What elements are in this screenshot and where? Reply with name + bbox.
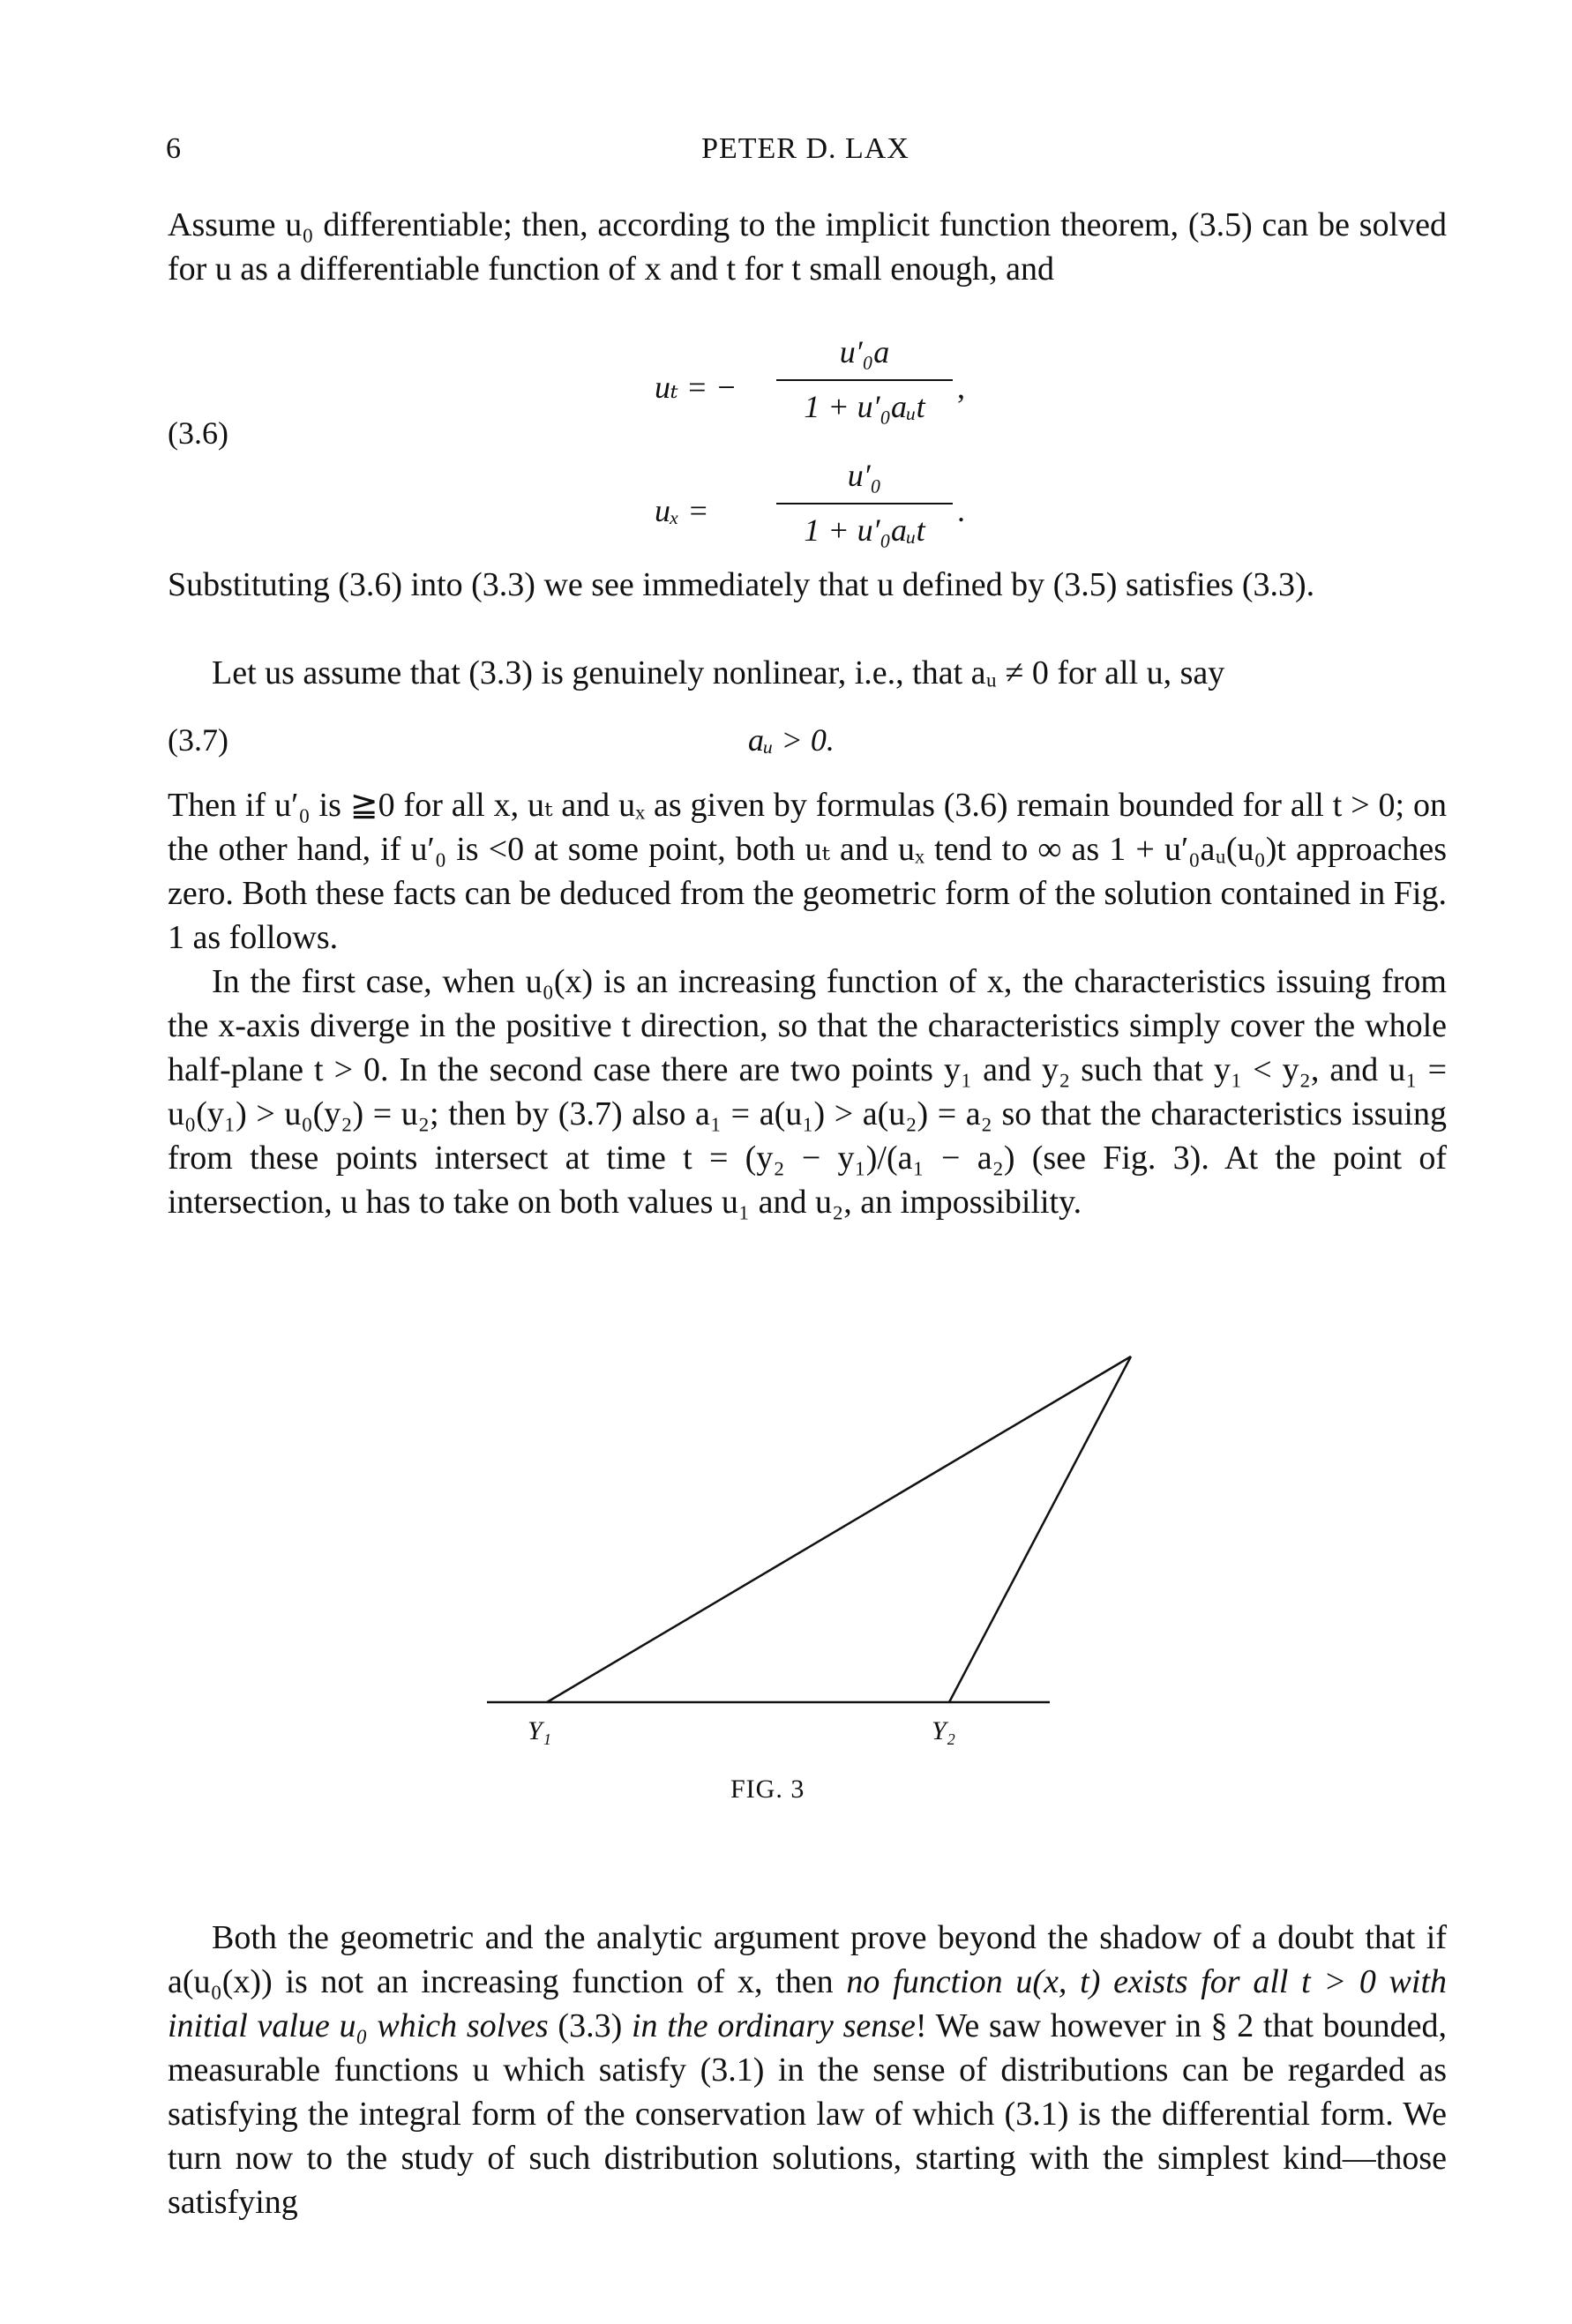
eq-a-u-positive: aᵤ > 0. [748,722,835,758]
eq-u-x-numerator: u′₀ [847,458,882,493]
eq-u-t-comma: , [957,370,965,405]
label-y1: Y₁ [528,1716,552,1745]
paragraph-distribution-solutions [168,1916,1447,2224]
paragraph-substituting: Substituting (3.6) into (3.3) we see immediately that u defined by (3.5) satisfies (3.3). [168,566,1315,603]
equation-label-3-7: (3.7) [168,722,228,758]
paragraph-genuinely-nonlinear: Let us assume that (3.3) is genuinely nonlinear, i.e., that aᵤ ≠ 0 for all u, say [212,654,1225,691]
characteristic-from-y2 [949,1356,1131,1702]
para6-text-c: (3.3) [548,2007,632,2044]
para6-emph-ordinary-sense: in the ordinary sense [631,2007,916,2044]
figure-caption: FIG. 3 [730,1775,805,1804]
label-y2: Y₂ [932,1716,956,1745]
paragraph-implicit-function: Assume u₀ differentiable; then, according to the implicit function theorem, (3.5) can be solved for u as a differentiable function of x and t for t small enough, and [168,206,1447,288]
eq-u-t-denominator: 1 + u′₀aᵤt [804,389,925,424]
page-number: 6 [166,132,181,165]
eq-u-x-period: . [957,493,965,528]
eq-u-x-denominator: 1 + u′₀aᵤt [804,512,925,548]
para6-emph-no-function: no function u(x, t) exists for all t > 0 with initial value u₀ which solves [168,1963,1448,2044]
eq-u-x-lhs: uₓ = [655,493,709,528]
characteristic-from-y1 [547,1356,1131,1702]
equation-label-3-6: (3.6) [168,415,228,451]
paragraph-bounded-cases: Then if u′₀ is ≧0 for all x, uₜ and uₓ as given by formulas (3.6) remain bounded for all t > 0; on the other hand, if u′₀ is <0 at some point, both uₜ and uₓ tend to ∞ as 1 + u′₀aᵤ(u₀)t approaches zero. Both these facts can be deduced from the geometric form of the solution contained in Fig. 1 as follows. [168,787,1447,956]
running-title-author: PETER D. LAX [701,132,910,165]
eq-u-t-numerator: u′₀a [839,334,890,370]
eq-u-t-lhs: uₜ = − [655,370,737,405]
para6-text-e: ! We saw however in § 2 that bounded, measurable functions u which satisfy (3.1) in the sense of distributions can be regarded as satisfying the integral form of the conservation law of which (3.1) is the differential form. We turn now to the study of such distribution solutions, starting with the simplest kind—those satisfying [168,2007,1447,2221]
para6-text-a: Both the geometric and the analytic argument prove beyond the shadow of a doubt that if a(u₀(x)) is not an increasing function of x, then [168,1919,1447,2000]
paragraph-characteristics: In the first case, when u₀(x) is an increasing function of x, the characteristics issuing from the x-axis diverge in the positive t direction, so that the characteristics simply cover the whole half-plane t > 0. In the second case there are two points y₁ and y₂ such that y₁ < y₂, and u₁ = u₀(y₁) > u₀(y₂) = u₂; then by (3.7) also a₁ = a(u₁) > a(u₂) = a₂ so that the characteristics issuing from these points intersect at time t = (y₂ − y₁)/(a₁ − a₂) (see Fig. 3). At the point of intersection, u has to take on both values u₁ and u₂, an impossibility. [168,963,1447,1221]
